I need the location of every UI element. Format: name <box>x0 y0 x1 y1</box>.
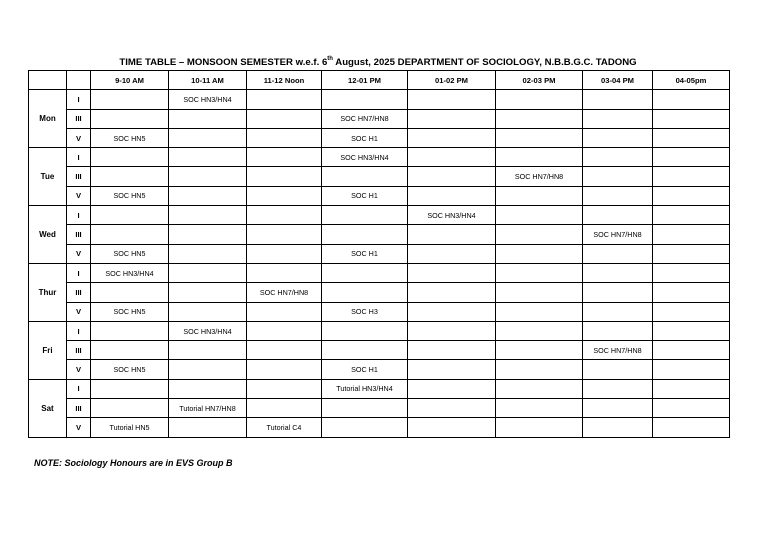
class-cell <box>583 283 653 302</box>
class-cell <box>653 302 730 321</box>
class-cell <box>169 167 247 186</box>
class-cell <box>247 360 322 379</box>
class-cell <box>91 109 169 128</box>
class-cell <box>653 90 730 109</box>
class-cell <box>91 321 169 340</box>
class-cell <box>169 263 247 282</box>
table-row <box>29 360 730 379</box>
class-cell <box>653 379 730 398</box>
column-header: 10-11 AM <box>169 71 247 90</box>
class-cell: SOC HN3/HN4 <box>169 321 247 340</box>
class-cell: SOC HN7/HN8 <box>247 283 322 302</box>
class-cell: Tutorial HN3/HN4 <box>322 379 408 398</box>
section-label: I <box>67 148 91 167</box>
class-cell: SOC HN7/HN8 <box>496 167 583 186</box>
class-cell: SOC H1 <box>322 244 408 263</box>
section-label: V <box>67 128 91 147</box>
class-cell <box>653 206 730 225</box>
table-row <box>29 399 730 418</box>
class-cell <box>583 321 653 340</box>
table-row <box>29 283 730 302</box>
class-cell <box>322 399 408 418</box>
day-label: Wed <box>29 206 67 264</box>
page-title <box>28 56 728 70</box>
class-cell <box>169 418 247 437</box>
class-cell <box>408 360 496 379</box>
class-cell <box>408 379 496 398</box>
class-cell <box>653 186 730 205</box>
table-row <box>29 263 730 282</box>
class-cell <box>496 302 583 321</box>
class-cell <box>408 263 496 282</box>
class-cell: Tutorial HN5 <box>91 418 169 437</box>
table-row <box>29 302 730 321</box>
class-cell <box>247 263 322 282</box>
class-cell: SOC HN5 <box>91 186 169 205</box>
header-blank-cell <box>67 71 91 90</box>
class-cell <box>583 206 653 225</box>
class-cell <box>169 206 247 225</box>
class-cell <box>322 341 408 360</box>
day-label: Fri <box>29 321 67 379</box>
class-cell <box>496 321 583 340</box>
section-label: I <box>67 379 91 398</box>
class-cell <box>322 90 408 109</box>
class-cell <box>496 263 583 282</box>
class-cell: SOC HN3/HN4 <box>169 90 247 109</box>
section-label: III <box>67 167 91 186</box>
class-cell <box>169 341 247 360</box>
class-cell: SOC HN7/HN8 <box>583 341 653 360</box>
class-cell: SOC HN5 <box>91 360 169 379</box>
class-cell <box>169 148 247 167</box>
class-cell <box>496 244 583 263</box>
class-cell <box>247 90 322 109</box>
class-cell <box>247 186 322 205</box>
table-row <box>29 148 730 167</box>
class-cell <box>91 206 169 225</box>
table-row <box>29 167 730 186</box>
class-cell <box>653 321 730 340</box>
day-label: Tue <box>29 148 67 206</box>
class-cell <box>169 128 247 147</box>
class-cell <box>583 167 653 186</box>
section-label: III <box>67 109 91 128</box>
class-cell: Tutorial C4 <box>247 418 322 437</box>
class-cell <box>408 341 496 360</box>
class-cell <box>91 225 169 244</box>
section-label: III <box>67 341 91 360</box>
class-cell <box>408 167 496 186</box>
class-cell <box>247 148 322 167</box>
section-label: V <box>67 302 91 321</box>
footer-note: NOTE: Sociology Honours are in EVS Group B <box>34 458 233 468</box>
class-cell <box>169 283 247 302</box>
day-label: Thur <box>29 263 67 321</box>
timetable-header-row <box>29 71 730 90</box>
class-cell <box>322 283 408 302</box>
table-row <box>29 341 730 360</box>
class-cell <box>496 399 583 418</box>
class-cell <box>583 360 653 379</box>
section-label: III <box>67 225 91 244</box>
class-cell <box>653 399 730 418</box>
class-cell <box>408 148 496 167</box>
title-part-1: TIME TABLE – MONSOON SEMESTER w.e.f. 6 <box>119 57 328 68</box>
class-cell <box>653 283 730 302</box>
class-cell <box>408 418 496 437</box>
class-cell <box>247 225 322 244</box>
class-cell <box>408 321 496 340</box>
class-cell <box>496 341 583 360</box>
class-cell <box>653 148 730 167</box>
class-cell <box>496 186 583 205</box>
class-cell <box>583 418 653 437</box>
column-header: 04-05pm <box>653 71 730 90</box>
section-label: V <box>67 244 91 263</box>
class-cell <box>408 244 496 263</box>
class-cell <box>408 225 496 244</box>
class-cell <box>91 341 169 360</box>
class-cell <box>247 341 322 360</box>
class-cell <box>91 90 169 109</box>
column-header: 03-04 PM <box>583 71 653 90</box>
class-cell <box>496 128 583 147</box>
class-cell <box>169 302 247 321</box>
class-cell <box>583 263 653 282</box>
class-cell: SOC HN3/HN4 <box>408 206 496 225</box>
table-row <box>29 90 730 109</box>
class-cell <box>322 167 408 186</box>
section-label: I <box>67 206 91 225</box>
class-cell <box>322 418 408 437</box>
class-cell <box>653 341 730 360</box>
class-cell <box>653 225 730 244</box>
table-row <box>29 418 730 437</box>
class-cell <box>583 90 653 109</box>
class-cell <box>169 225 247 244</box>
class-cell <box>169 379 247 398</box>
table-row <box>29 225 730 244</box>
section-label: III <box>67 399 91 418</box>
timetable <box>28 70 730 438</box>
class-cell: SOC HN5 <box>91 244 169 263</box>
class-cell <box>169 360 247 379</box>
class-cell <box>496 90 583 109</box>
class-cell <box>496 283 583 302</box>
column-header: 12-01 PM <box>322 71 408 90</box>
title-part-2: August, 2025 DEPARTMENT OF SOCIOLOGY, N.B.B.G.C. TADONG <box>332 57 637 68</box>
class-cell <box>653 244 730 263</box>
class-cell: SOC HN3/HN4 <box>322 148 408 167</box>
class-cell <box>169 186 247 205</box>
class-cell <box>583 109 653 128</box>
table-row <box>29 109 730 128</box>
class-cell <box>91 399 169 418</box>
class-cell: SOC HN5 <box>91 128 169 147</box>
class-cell <box>583 186 653 205</box>
header-blank-cell <box>29 71 67 90</box>
class-cell <box>496 148 583 167</box>
class-cell <box>653 128 730 147</box>
class-cell: SOC H1 <box>322 360 408 379</box>
class-cell <box>583 244 653 263</box>
class-cell <box>408 109 496 128</box>
class-cell <box>247 399 322 418</box>
section-label: III <box>67 283 91 302</box>
class-cell <box>653 418 730 437</box>
column-header: 01-02 PM <box>408 71 496 90</box>
section-label: I <box>67 263 91 282</box>
day-label: Mon <box>29 90 67 148</box>
section-label: I <box>67 321 91 340</box>
day-label: Sat <box>29 379 67 437</box>
class-cell <box>247 109 322 128</box>
table-row <box>29 244 730 263</box>
class-cell <box>583 302 653 321</box>
class-cell: SOC HN7/HN8 <box>322 109 408 128</box>
class-cell <box>322 225 408 244</box>
table-row <box>29 379 730 398</box>
class-cell <box>91 379 169 398</box>
table-row <box>29 321 730 340</box>
section-label: I <box>67 90 91 109</box>
timetable-body <box>29 90 730 437</box>
class-cell <box>408 128 496 147</box>
section-label: V <box>67 360 91 379</box>
class-cell <box>169 109 247 128</box>
class-cell <box>322 321 408 340</box>
class-cell <box>408 186 496 205</box>
class-cell <box>583 379 653 398</box>
class-cell <box>322 206 408 225</box>
section-label: V <box>67 418 91 437</box>
class-cell <box>408 302 496 321</box>
table-row <box>29 128 730 147</box>
class-cell <box>496 109 583 128</box>
class-cell <box>653 360 730 379</box>
column-header: 9-10 AM <box>91 71 169 90</box>
column-header: 11-12 Noon <box>247 71 322 90</box>
title-superscript: th <box>327 55 333 62</box>
class-cell: Tutorial HN7/HN8 <box>169 399 247 418</box>
class-cell <box>169 244 247 263</box>
class-cell: SOC H1 <box>322 186 408 205</box>
class-cell <box>247 206 322 225</box>
class-cell <box>247 244 322 263</box>
class-cell <box>322 263 408 282</box>
column-header: 02-03 PM <box>496 71 583 90</box>
class-cell <box>247 379 322 398</box>
class-cell <box>583 128 653 147</box>
class-cell <box>408 283 496 302</box>
table-row <box>29 186 730 205</box>
class-cell <box>496 379 583 398</box>
class-cell <box>496 225 583 244</box>
class-cell <box>247 128 322 147</box>
class-cell <box>496 418 583 437</box>
class-cell <box>91 283 169 302</box>
class-cell: SOC H1 <box>322 128 408 147</box>
class-cell <box>583 399 653 418</box>
class-cell <box>247 321 322 340</box>
class-cell <box>653 167 730 186</box>
class-cell <box>653 263 730 282</box>
class-cell <box>408 90 496 109</box>
class-cell <box>653 109 730 128</box>
class-cell <box>247 167 322 186</box>
class-cell <box>408 399 496 418</box>
class-cell <box>91 148 169 167</box>
class-cell <box>583 148 653 167</box>
class-cell <box>496 206 583 225</box>
class-cell <box>91 167 169 186</box>
class-cell <box>247 302 322 321</box>
table-row <box>29 206 730 225</box>
class-cell: SOC HN3/HN4 <box>91 263 169 282</box>
class-cell: SOC HN7/HN8 <box>583 225 653 244</box>
section-label: V <box>67 186 91 205</box>
class-cell <box>496 360 583 379</box>
class-cell: SOC H3 <box>322 302 408 321</box>
class-cell: SOC HN5 <box>91 302 169 321</box>
